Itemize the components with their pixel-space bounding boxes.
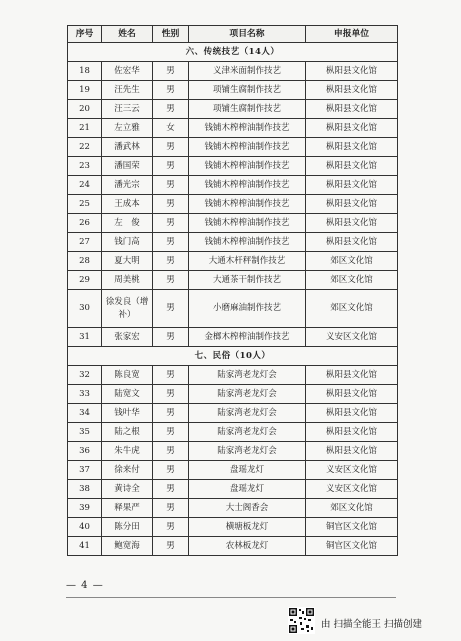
cell-unit: 枞阳县文化馆 — [306, 100, 398, 119]
cell-name: 王成本 — [102, 195, 153, 214]
table-row — [68, 537, 398, 556]
table-row — [68, 214, 398, 233]
cell-name: 陆宽文 — [102, 385, 153, 404]
cell-project: 盘瑶龙灯 — [189, 461, 306, 480]
cell-name: 张家宏 — [102, 328, 153, 347]
table-row — [68, 271, 398, 290]
cell-gender: 男 — [153, 157, 189, 176]
table-row — [68, 157, 398, 176]
cell-gender: 男 — [153, 214, 189, 233]
cell-unit: 枞阳县文化馆 — [306, 423, 398, 442]
cell-number: 27 — [68, 233, 102, 252]
cell-project: 项铺生腐制作技艺 — [189, 100, 306, 119]
cell-unit: 枞阳县文化馆 — [306, 119, 398, 138]
cell-number: 23 — [68, 157, 102, 176]
cell-unit: 义安区文化馆 — [306, 480, 398, 499]
cell-unit: 枞阳县文化馆 — [306, 233, 398, 252]
page-number: — 4 — — [66, 580, 104, 591]
cell-gender: 男 — [153, 233, 189, 252]
cell-unit: 铜官区文化馆 — [306, 518, 398, 537]
table-row — [68, 62, 398, 81]
cell-gender: 男 — [153, 81, 189, 100]
table-body — [68, 43, 398, 556]
cell-gender: 男 — [153, 271, 189, 290]
cell-number: 36 — [68, 442, 102, 461]
section-heading-row — [68, 43, 398, 62]
cell-unit: 枞阳县文化馆 — [306, 385, 398, 404]
cell-project: 钱铺木榨榨油制作技艺 — [189, 176, 306, 195]
cell-unit: 枞阳县文化馆 — [306, 62, 398, 81]
section-title: 七、民俗（10人） — [68, 347, 398, 366]
cell-project: 陆家湾老龙灯会 — [189, 385, 306, 404]
table-row — [68, 100, 398, 119]
cell-unit: 义安区文化馆 — [306, 328, 398, 347]
cell-project: 大士阁香会 — [189, 499, 306, 518]
cell-name: 夏大明 — [102, 252, 153, 271]
cell-gender: 男 — [153, 423, 189, 442]
cell-name: 周美桃 — [102, 271, 153, 290]
table-row — [68, 404, 398, 423]
cell-gender: 男 — [153, 290, 189, 328]
table-row — [68, 461, 398, 480]
cell-unit: 枞阳县文化馆 — [306, 404, 398, 423]
cell-project: 钱铺木榨榨油制作技艺 — [189, 214, 306, 233]
cell-number: 20 — [68, 100, 102, 119]
cell-unit: 郊区文化馆 — [306, 499, 398, 518]
cell-name: 左 俊 — [102, 214, 153, 233]
cell-name: 潘光宗 — [102, 176, 153, 195]
table-row — [68, 252, 398, 271]
cell-number: 18 — [68, 62, 102, 81]
table-row — [68, 480, 398, 499]
table-row — [68, 138, 398, 157]
cell-gender: 男 — [153, 328, 189, 347]
cell-project: 金榔木榨榨油制作技艺 — [189, 328, 306, 347]
cell-number: 19 — [68, 81, 102, 100]
cell-name: 陈分田 — [102, 518, 153, 537]
cell-project: 陆家湾老龙灯会 — [189, 366, 306, 385]
cell-name: 钱门高 — [102, 233, 153, 252]
cell-number: 21 — [68, 119, 102, 138]
header-unit: 申报单位 — [306, 26, 398, 43]
cell-project: 陆家湾老龙灯会 — [189, 442, 306, 461]
cell-name: 徐发良（增补） — [102, 290, 153, 328]
cell-name: 陈良宽 — [102, 366, 153, 385]
cell-gender: 男 — [153, 100, 189, 119]
cell-gender: 男 — [153, 62, 189, 81]
cell-unit: 枞阳县文化馆 — [306, 157, 398, 176]
cell-gender: 男 — [153, 499, 189, 518]
header-name: 姓名 — [102, 26, 153, 43]
cell-unit: 铜官区文化馆 — [306, 537, 398, 556]
table-row — [68, 176, 398, 195]
header-project: 项目名称 — [189, 26, 306, 43]
cell-number: 35 — [68, 423, 102, 442]
table-row — [68, 518, 398, 537]
cell-project: 小磨麻油制作技艺 — [189, 290, 306, 328]
cell-gender: 男 — [153, 404, 189, 423]
cell-number: 38 — [68, 480, 102, 499]
table-row — [68, 423, 398, 442]
cell-number: 29 — [68, 271, 102, 290]
cell-project: 大通木杆秤制作技艺 — [189, 252, 306, 271]
footer-divider — [66, 597, 396, 598]
cell-name: 佐宏华 — [102, 62, 153, 81]
cell-number: 22 — [68, 138, 102, 157]
cell-name: 释果严 — [102, 499, 153, 518]
cell-name: 汪三云 — [102, 100, 153, 119]
cell-name: 潘武林 — [102, 138, 153, 157]
cell-name: 潘国荣 — [102, 157, 153, 176]
cell-project: 义津米面制作技艺 — [189, 62, 306, 81]
cell-unit: 郊区文化馆 — [306, 252, 398, 271]
cell-unit: 枞阳县文化馆 — [306, 214, 398, 233]
section-heading-row — [68, 347, 398, 366]
scan-watermark-text: 由 扫描全能王 扫描创建 — [321, 619, 423, 630]
table-row — [68, 366, 398, 385]
cell-unit: 郊区文化馆 — [306, 271, 398, 290]
cell-number: 33 — [68, 385, 102, 404]
cell-name: 鲍宽海 — [102, 537, 153, 556]
cell-name: 钱叶华 — [102, 404, 153, 423]
cell-project: 大通茶干制作技艺 — [189, 271, 306, 290]
cell-gender: 男 — [153, 537, 189, 556]
cell-gender: 男 — [153, 176, 189, 195]
cell-project: 盘瑶龙灯 — [189, 480, 306, 499]
cell-unit: 枞阳县文化馆 — [306, 442, 398, 461]
cell-unit: 枞阳县文化馆 — [306, 81, 398, 100]
cell-number: 32 — [68, 366, 102, 385]
heritage-inheritor-table — [67, 25, 398, 556]
table-row — [68, 233, 398, 252]
cell-project: 钱铺木榨榨油制作技艺 — [189, 119, 306, 138]
cell-project: 项铺生腐制作技艺 — [189, 81, 306, 100]
cell-name: 徐来付 — [102, 461, 153, 480]
cell-gender: 男 — [153, 138, 189, 157]
cell-project: 钱铺木榨榨油制作技艺 — [189, 138, 306, 157]
cell-gender: 男 — [153, 461, 189, 480]
cell-project: 钱铺木榨榨油制作技艺 — [189, 157, 306, 176]
cell-project: 钱铺木榨榨油制作技艺 — [189, 195, 306, 214]
table-row — [68, 328, 398, 347]
cell-unit: 枞阳县文化馆 — [306, 195, 398, 214]
cell-gender: 男 — [153, 385, 189, 404]
table-row — [68, 81, 398, 100]
cell-gender: 男 — [153, 366, 189, 385]
cell-gender: 女 — [153, 119, 189, 138]
table-row — [68, 290, 398, 328]
table-row — [68, 195, 398, 214]
cell-number: 30 — [68, 290, 102, 328]
cell-gender: 男 — [153, 442, 189, 461]
cell-gender: 男 — [153, 252, 189, 271]
cell-unit: 枞阳县文化馆 — [306, 176, 398, 195]
cell-project: 陆家湾老龙灯会 — [189, 423, 306, 442]
cell-number: 26 — [68, 214, 102, 233]
cell-number: 40 — [68, 518, 102, 537]
cell-unit: 义安区文化馆 — [306, 461, 398, 480]
qr-code-icon — [288, 607, 315, 634]
cell-number: 37 — [68, 461, 102, 480]
cell-number: 39 — [68, 499, 102, 518]
table-row — [68, 119, 398, 138]
cell-project: 陆家湾老龙灯会 — [189, 404, 306, 423]
cell-project: 农林板龙灯 — [189, 537, 306, 556]
cell-number: 25 — [68, 195, 102, 214]
table-header-row — [68, 26, 398, 43]
cell-name: 陆之根 — [102, 423, 153, 442]
header-number: 序号 — [68, 26, 102, 43]
cell-unit: 枞阳县文化馆 — [306, 366, 398, 385]
cell-unit: 郊区文化馆 — [306, 290, 398, 328]
cell-name: 朱牛虎 — [102, 442, 153, 461]
cell-number: 34 — [68, 404, 102, 423]
cell-gender: 男 — [153, 195, 189, 214]
header-gender: 性别 — [153, 26, 189, 43]
cell-project: 横塘板龙灯 — [189, 518, 306, 537]
cell-number: 31 — [68, 328, 102, 347]
cell-number: 28 — [68, 252, 102, 271]
cell-name: 汪先生 — [102, 81, 153, 100]
cell-name: 左立雅 — [102, 119, 153, 138]
cell-number: 41 — [68, 537, 102, 556]
cell-number: 24 — [68, 176, 102, 195]
cell-name: 黄诗全 — [102, 480, 153, 499]
table-row — [68, 442, 398, 461]
table-row — [68, 499, 398, 518]
section-title: 六、传统技艺（14人） — [68, 43, 398, 62]
cell-project: 钱铺木榨榨油制作技艺 — [189, 233, 306, 252]
cell-gender: 男 — [153, 480, 189, 499]
table-row — [68, 385, 398, 404]
cell-gender: 男 — [153, 518, 189, 537]
cell-unit: 枞阳县文化馆 — [306, 138, 398, 157]
